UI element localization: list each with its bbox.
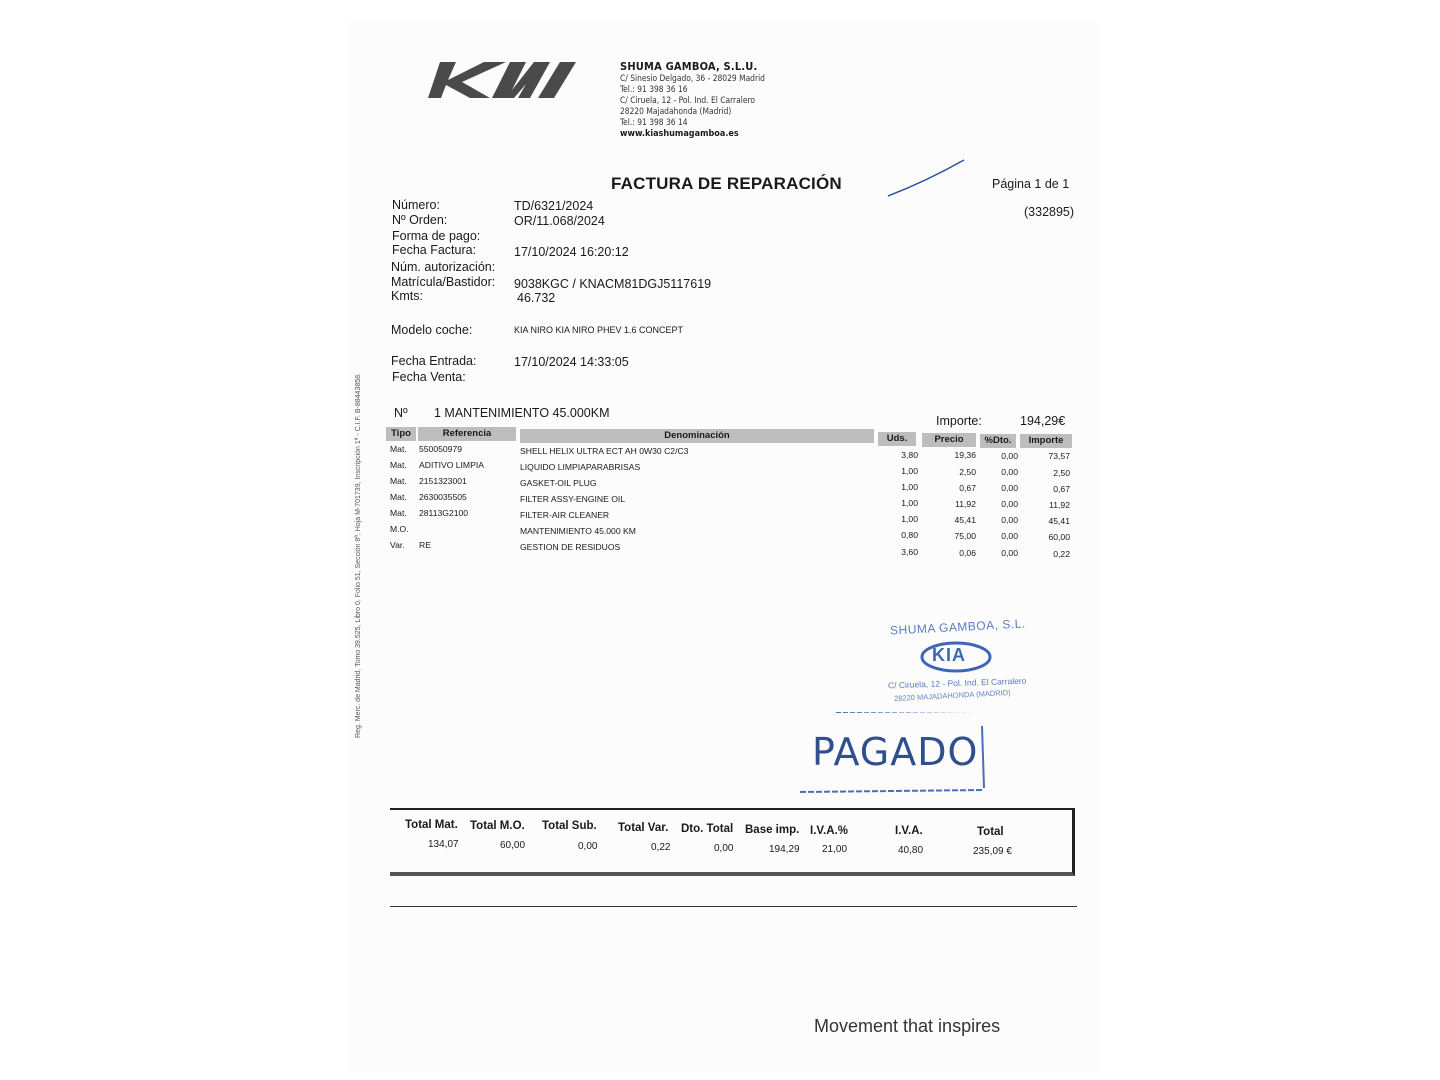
- table-row: [386, 540, 1076, 559]
- section-number-label: Nº: [394, 406, 408, 420]
- cell-tipo: Mat.: [390, 460, 407, 470]
- cell-denominacion: FILTER-AIR CLEANER: [520, 510, 610, 520]
- col-header-denominacion: Denominación: [520, 429, 874, 443]
- base-imp-value: 194,29: [769, 844, 800, 855]
- col-header-tipo: Tipo: [386, 427, 416, 441]
- fecha-factura-value: 17/10/2024 16:20:12: [514, 245, 629, 259]
- cell-referencia: 2630035505: [419, 492, 467, 502]
- pen-mark: [884, 158, 968, 200]
- cell-dto: 0,00: [1001, 515, 1018, 525]
- numero-value: TD/6321/2024: [514, 199, 594, 213]
- cell-referencia: RE: [419, 540, 431, 550]
- table-row: [386, 524, 1076, 540]
- cell-denominacion: GESTION DE RESIDUOS: [520, 542, 621, 552]
- cell-tipo: Var.: [390, 540, 405, 550]
- cell-precio: 0,67: [959, 483, 976, 493]
- iva-value: 40,80: [898, 845, 924, 856]
- cell-importe: 45,41: [1048, 516, 1070, 526]
- cell-tipo: M.O.: [390, 524, 409, 534]
- document-code: (332895): [1024, 205, 1075, 219]
- cell-referencia: 28113G2100: [419, 508, 469, 518]
- total-value: 235,09 €: [973, 846, 1012, 857]
- registry-note: Reg. Merc. de Madrid, Tomo 39.525, Libro 0, Folio 51, Sección 8ª, Hoja M-701739, Inscripción 1ª - C.I.F. B-88443858.: [355, 373, 362, 738]
- brand-slogan: Movement that inspires: [814, 1016, 1001, 1036]
- modelo-label: Modelo coche:: [391, 323, 473, 337]
- company-address-1: C/ Sinesio Delgado, 36 - 28029 Madrid: [620, 73, 765, 83]
- company-stamp: [880, 618, 1040, 718]
- company-address-3: 28220 Majadahonda (Madrid): [620, 106, 732, 116]
- paid-stamp-text: PAGADO: [812, 730, 979, 774]
- cell-tipo: Mat.: [390, 508, 407, 518]
- orden-value: OR/11.068/2024: [514, 214, 605, 228]
- company-name: SHUMA GAMBOA, S.L.U.: [620, 60, 758, 73]
- cell-referencia: 550050979: [419, 444, 463, 454]
- cell-importe: 2,50: [1053, 468, 1070, 478]
- cell-denominacion: LIQUIDO LIMPIAPARABRISAS: [520, 462, 641, 472]
- section-importe-label: Importe:: [936, 414, 982, 428]
- iva-label: I.V.A.: [895, 825, 923, 837]
- cell-denominacion: GASKET-OIL PLUG: [520, 478, 597, 488]
- cell-uds: 1,00: [901, 498, 918, 508]
- stamp-company-name: SHUMA GAMBOA, S.L.: [889, 616, 1026, 638]
- cell-importe: 0,67: [1053, 484, 1070, 494]
- total-label: Total: [977, 826, 1004, 838]
- cell-denominacion: MANTENIMIENTO 45.000 KM: [520, 526, 636, 536]
- total-mat-value: 134,07: [428, 839, 459, 850]
- matricula-value: 9038KGC / KNACM81DGJ5117619: [514, 277, 712, 291]
- company-address-2: C/ Ciruela, 12 - Pol. Ind. El Carralero: [620, 95, 755, 105]
- col-header-uds: Uds.: [878, 432, 916, 446]
- kia-logo: [426, 58, 578, 102]
- table-row: [386, 508, 1076, 524]
- modelo-value: KIA NIRO KIA NIRO PHEV 1.6 CONCEPT: [514, 325, 684, 335]
- section-importe-value: 194,29€: [1020, 414, 1066, 428]
- footer-divider: [390, 906, 1077, 907]
- col-header-dto: %Dto.: [980, 434, 1016, 448]
- numero-label: Número:: [392, 198, 440, 212]
- total-var-value: 0,22: [651, 842, 671, 853]
- total-mo-value: 60,00: [500, 840, 526, 851]
- cell-importe: 0,22: [1053, 549, 1070, 559]
- total-sub-label: Total Sub.: [542, 820, 597, 832]
- table-row: [386, 492, 1076, 508]
- cell-uds: 3,60: [901, 547, 918, 557]
- company-phone-2: Tel.: 91 398 36 14: [620, 117, 688, 127]
- base-imp-label: Base imp.: [745, 824, 800, 836]
- company-website: www.kiashumagamboa.es: [620, 129, 739, 139]
- kmts-label: Kmts:: [391, 289, 423, 303]
- matricula-label: Matrícula/Bastidor:: [391, 275, 496, 289]
- cell-tipo: Mat.: [390, 476, 407, 486]
- cell-dto: 0,00: [1001, 531, 1018, 541]
- cell-precio: 11,92: [955, 499, 976, 509]
- company-info: [620, 60, 765, 140]
- dto-total-label: Dto. Total: [681, 823, 734, 835]
- stamp-kia-logo: KIA: [932, 645, 966, 665]
- cell-referencia: ADITIVO LIMPIA: [419, 460, 484, 470]
- cell-dto: 0,00: [1001, 451, 1018, 461]
- fecha-venta-label: Fecha Venta:: [392, 370, 466, 384]
- cell-dto: 0,00: [1001, 467, 1018, 477]
- col-header-referencia: Referencia: [418, 427, 516, 441]
- total-var-label: Total Var.: [618, 822, 669, 834]
- cell-uds: 0,80: [901, 530, 918, 540]
- cell-dto: 0,00: [1001, 548, 1018, 558]
- autorizacion-label: Núm. autorización:: [391, 260, 496, 274]
- fecha-entrada-value: 17/10/2024 14:33:05: [514, 355, 629, 369]
- dto-total-value: 0,00: [714, 843, 734, 854]
- cell-tipo: Mat.: [390, 444, 407, 454]
- cell-referencia: 2151323001: [419, 476, 467, 486]
- forma-pago-label: Forma de pago:: [392, 229, 481, 243]
- iva-pct-label: I.V.A.%: [810, 825, 848, 837]
- cell-uds: 1,00: [901, 466, 918, 476]
- table-row: [386, 460, 1076, 476]
- cell-precio: 19,36: [954, 450, 976, 460]
- kmts-value: 46.732: [517, 291, 556, 305]
- stamp-address-1: C/ Ciruela, 12 - Pol. Ind. El Carralero: [887, 675, 1027, 691]
- iva-pct-value: 21,00: [822, 844, 848, 855]
- cell-dto: 0,00: [1001, 499, 1018, 509]
- document-title: FACTURA DE REPARACIÓN: [611, 174, 842, 193]
- fecha-entrada-label: Fecha Entrada:: [391, 354, 477, 368]
- cell-dto: 0,00: [1001, 483, 1018, 493]
- cell-importe: 73,57: [1048, 451, 1070, 461]
- page-number: Página 1 de 1: [992, 177, 1070, 191]
- total-mo-label: Total M.O.: [470, 820, 525, 832]
- table-row: [386, 444, 1076, 460]
- table-row: [386, 476, 1076, 492]
- cell-denominacion: SHELL HELIX ULTRA ECT AH 0W30 C2/C3: [520, 446, 689, 456]
- section-title: 1 MANTENIMIENTO 45.000KM: [434, 406, 610, 420]
- col-header-importe: Importe: [1020, 434, 1072, 448]
- cell-denominacion: FILTER ASSY-ENGINE OIL: [520, 494, 626, 504]
- cell-precio: 0,06: [959, 548, 976, 558]
- col-header-precio: Precio: [922, 433, 976, 447]
- cell-importe: 60,00: [1048, 532, 1070, 542]
- cell-precio: 2,50: [959, 467, 976, 477]
- cell-uds: 1,00: [901, 482, 918, 492]
- company-phone-1: Tel.: 91 398 36 16: [620, 84, 688, 94]
- cell-precio: 45,41: [954, 515, 976, 525]
- stamp-address-2: 28220 MAJADAHONDA (MADRID): [893, 687, 1011, 704]
- total-mat-label: Total Mat.: [405, 819, 458, 831]
- fecha-factura-label: Fecha Factura:: [392, 243, 477, 257]
- cell-importe: 11,92: [1049, 500, 1070, 510]
- cell-tipo: Mat.: [390, 492, 407, 502]
- totals-box: [390, 808, 1075, 876]
- cell-precio: 75,00: [954, 531, 976, 541]
- orden-label: Nº Orden:: [392, 213, 448, 227]
- cell-uds: 3,80: [901, 450, 918, 460]
- total-sub-value: 0,00: [578, 841, 598, 852]
- cell-uds: 1,00: [901, 514, 918, 524]
